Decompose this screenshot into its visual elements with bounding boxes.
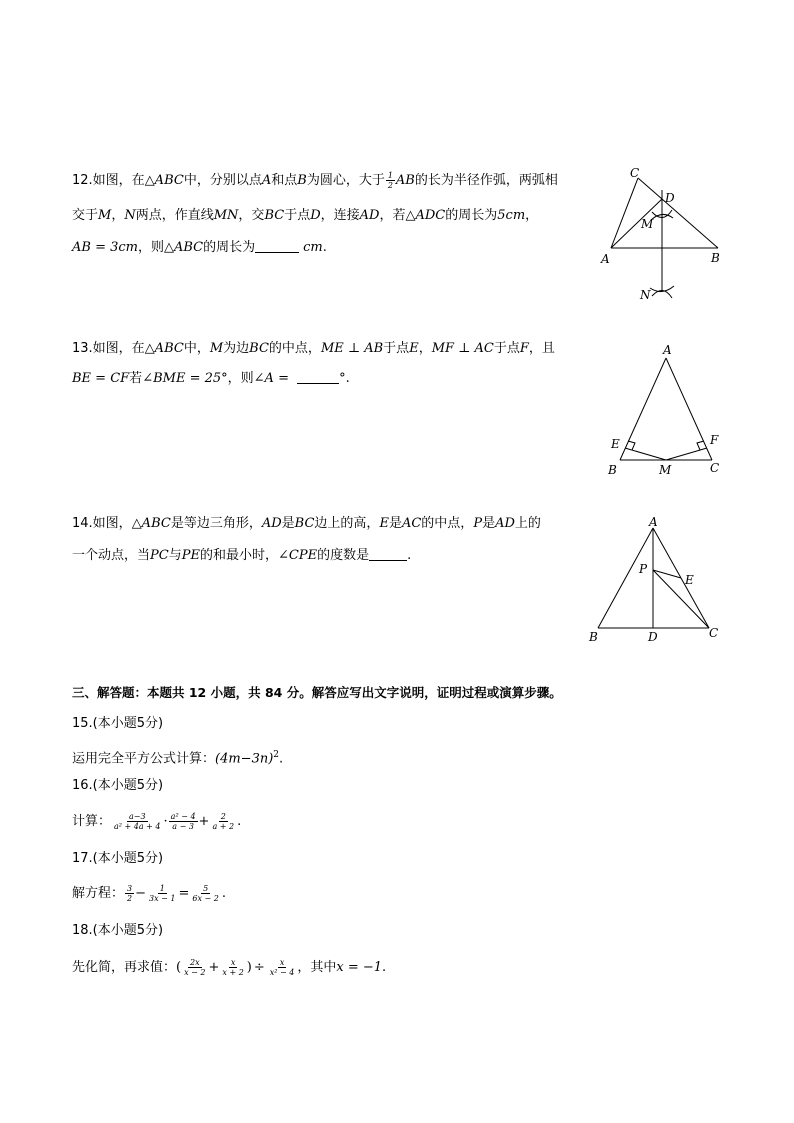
- right-angle-f: [697, 441, 704, 450]
- label-e: E: [611, 437, 620, 451]
- fraction: $\frac{2}{a + 2}$: [212, 812, 235, 831]
- label-c: C: [709, 626, 719, 640]
- label-m: M: [659, 463, 672, 477]
- label-f: F: [710, 433, 719, 447]
- q17-body: 解方程： $\frac{3}{2}$ − $\frac{1}{3x - 1}$ = $\frac{5}{6x - 2}$ .: [72, 884, 227, 903]
- q14-line-2: 一个动点，当PC与PE的和最小时，∠CPE的度数是 .: [72, 548, 412, 563]
- figure-q12: [595, 162, 755, 312]
- q15-body: 运用完全平方公式计算：$(4m-3n)^2$.: [72, 750, 284, 767]
- fraction: $\frac{1}{3x - 1}$: [149, 884, 176, 903]
- label-d: D: [648, 630, 658, 644]
- label-b: B: [711, 251, 720, 265]
- q12-line-1: 12.如图，在△ABC中，分别以点A和点B为圆心，大于 $\frac{1}{2}$ AB的长为半径作弧，两弧相: [72, 171, 558, 190]
- half-fraction: $\frac{1}{2}$: [387, 171, 393, 190]
- segment-ab: [598, 528, 653, 628]
- q17-header: 17.(本小题5分): [72, 851, 164, 866]
- right-angle-e: [628, 441, 635, 450]
- segment-mf: [666, 448, 707, 460]
- label-n: N: [640, 288, 651, 302]
- label-c: C: [710, 461, 720, 475]
- answer-blank[interactable]: [297, 371, 339, 384]
- q18-header: 18.(本小题5分): [72, 923, 164, 938]
- figure-q13: [598, 340, 738, 480]
- fraction: $\frac{x}{x + 2}$: [222, 958, 244, 977]
- q13-line-2: BE = CF若∠BME = 25°，则∠A = °.: [72, 371, 350, 386]
- label-b: B: [608, 463, 617, 477]
- q13-line-1: 13.如图，在△ABC中，M为边BC的中点，ME ⊥ AB于点E，MF ⊥ AC于点F，且: [72, 341, 555, 356]
- q18-body: 先化简，再求值：( $\frac{2x}{x - 2}$ + $\frac{x}{x + 2}$ ) ÷ $\frac{x}{\text{x² − 4}}$ ，其中x = −1.: [72, 958, 387, 977]
- segment-ac: [611, 178, 638, 248]
- q14-line-1: 14.如图，△ABC是等边三角形，AD是BC边上的高，E是AC的中点，P是AD上的: [72, 516, 541, 531]
- fraction: $\frac{3}{2}$: [127, 884, 133, 903]
- q12-line-3: AB = 3cm，则△ABC的周长为 cm.: [72, 240, 327, 255]
- fraction: $\frac{2x}{x - 2}$: [184, 958, 206, 977]
- label-p: P: [639, 562, 648, 576]
- fraction: $\frac{x}{\text{x² − 4}}$: [269, 958, 295, 977]
- label-e: E: [685, 573, 694, 587]
- label-b: B: [589, 630, 598, 644]
- section-3-title: 三、解答题：本题共 12 小题，共 84 分。解答应写出文字说明，证明过程或演算步骤。: [72, 685, 562, 700]
- figure-q14: [585, 515, 735, 650]
- label-a: A: [601, 252, 610, 266]
- segment-ac: [666, 358, 712, 460]
- answer-blank[interactable]: [255, 240, 299, 253]
- label-a: A: [663, 343, 672, 357]
- answer-blank[interactable]: [369, 548, 407, 561]
- fraction: $\frac{5}{6x - 2}$: [192, 884, 219, 903]
- q15-header: 15.(本小题5分): [72, 716, 164, 731]
- label-c: C: [630, 166, 640, 180]
- fraction: $\frac{\text{a² − 4}}{a - 3}$: [170, 812, 196, 831]
- segment-ad: [611, 199, 662, 248]
- segment-me: [625, 448, 666, 460]
- label-a: A: [649, 515, 658, 529]
- segment-cb: [638, 178, 718, 248]
- q12-line-2: 交于M，N两点，作直线MN，交BC于点D，连接AD，若△ADC的周长为5cm，: [72, 208, 539, 223]
- label-m: M: [641, 217, 654, 231]
- q16-body: 计算： $\frac{a-3}{\text{a² + 4a + 4}}$ · $\frac{\text{a² − 4}}{a - 3}$ + $\frac{2}{a + 2}$ .: [72, 812, 242, 831]
- label-d: D: [665, 191, 675, 205]
- segment-ab: [620, 358, 666, 460]
- fraction: $\frac{a-3}{\text{a² + 4a + 4}}$: [114, 812, 161, 831]
- q16-header: 16.(本小题5分): [72, 778, 164, 793]
